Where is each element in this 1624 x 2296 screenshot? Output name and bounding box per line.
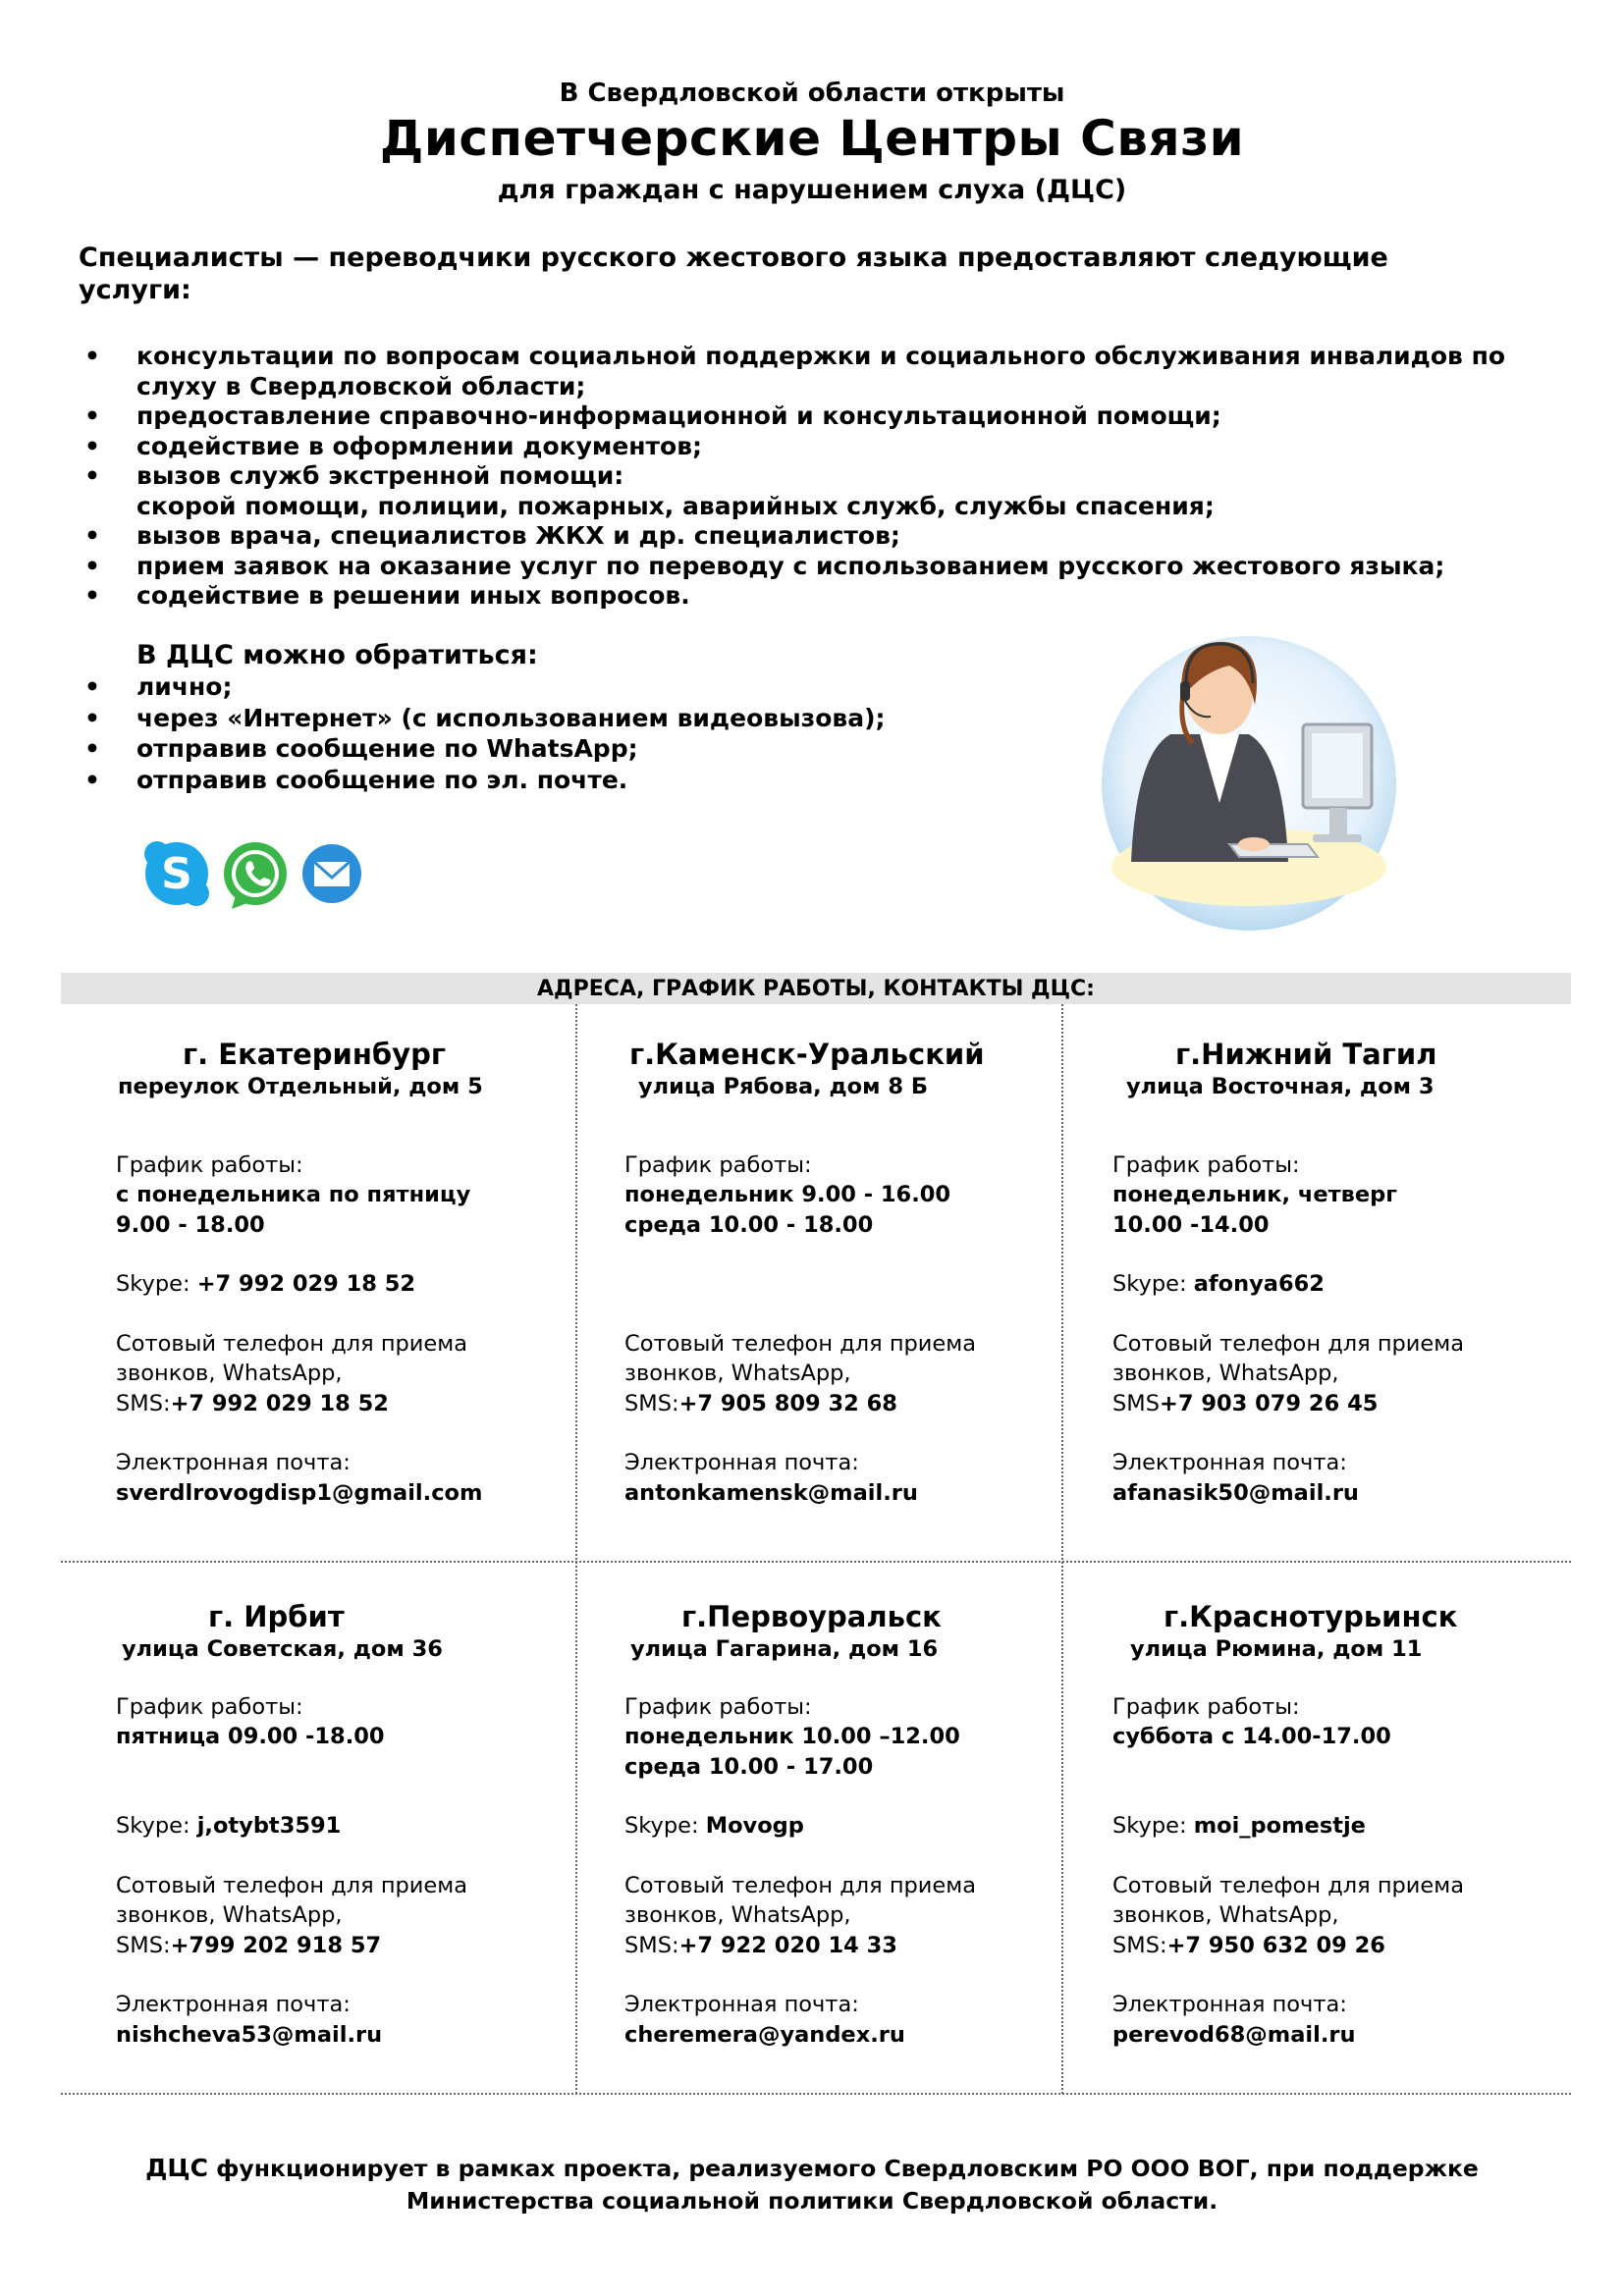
skype-id: afonya662 [1193,1271,1325,1297]
email-address[interactable]: nishcheva53@mail.ru [116,2021,383,2048]
addresses-title: АДРЕСА, ГРАФИК РАБОТЫ, КОНТАКТЫ ДЦС: [61,973,1571,1004]
city-address: улица Гагарина, дом 16 [630,1636,939,1662]
skype-icon [144,841,209,906]
whatsapp-icon [224,842,287,909]
schedule-line: среда 10.00 - 17.00 [624,1753,874,1780]
phone-number: +799 202 918 57 [170,1932,382,1958]
city-name: г. Ирбит [208,1600,345,1633]
footer-line: функционирует в рамках проекта, реализуемого Свердловским РО ООО ВОГ, при поддержке [207,2155,1479,2182]
city-card-irbit [116,1599,575,2050]
list-item: • консультации по вопросам социальной поддержки и социального обслуживания инвалидов по слуху в Свердловской области; [81,342,1573,401]
schedule-line: 9.00 - 18.00 [116,1211,265,1238]
phone-label: звонков, WhatsApp, [624,1902,851,1928]
city-card-ekaterinburg [116,1037,575,1508]
phone-label: Сотовый телефон для приема [116,1330,468,1357]
footer-line: Министерства социальной политики Свердловской области. [406,2187,1218,2215]
grid-divider [1061,1004,1063,2094]
svg-text:S: S [161,849,192,899]
phone-label: Сотовый телефон для приема [624,1872,977,1898]
mail-icon [302,844,361,903]
email-address[interactable]: cheremera@yandex.ru [624,2021,905,2048]
city-card-nizhny-tagil [1112,1037,1564,1508]
phone-label: звонков, WhatsApp, [116,1361,343,1386]
skype-label: Skype: [624,1813,706,1839]
phone-number: +7 950 632 09 26 [1166,1932,1385,1958]
footer-note [0,2152,1624,2217]
city-name: г.Краснотурьинск [1164,1600,1458,1633]
sms-label: SMS [1112,1390,1160,1416]
sms-label: SMS: [1112,1932,1167,1958]
phone-number: +7 905 809 32 68 [678,1390,897,1416]
phone-label: звонков, WhatsApp, [1112,1361,1339,1386]
sms-label: SMS: [116,1932,171,1958]
email-address[interactable]: afanasik50@mail.ru [1112,1479,1359,1506]
phone-label: Сотовый телефон для приема [116,1872,468,1898]
schedule-label: График работы: [1112,1151,1300,1178]
contact-heading: В ДЦС можно обратиться: [136,640,538,670]
city-name: г. Екатеринбург [183,1038,446,1071]
email-label: Электронная почта: [116,1450,351,1475]
footer-lead: ДЦС [145,2154,208,2182]
schedule-label: График работы: [624,1151,812,1178]
schedule-label: График работы: [116,1151,303,1178]
schedule-label: График работы: [116,1693,303,1720]
schedule-label: График работы: [624,1693,812,1720]
email-label: Электронная почта: [624,1992,859,2017]
skype-label: Skype: [116,1271,197,1297]
list-item: • прием заявок на оказание услуг по переводу с использованием русского жестового языка; [81,552,1573,582]
grid-divider [61,1561,1571,1563]
list-item-text: вызов служб экстренной помощи: [136,461,624,490]
intro-text: Специалисты — переводчики русского жестового языка предоставляют следующие услуги: [79,242,1388,305]
phone-number: +7 922 020 14 33 [678,1932,897,1958]
skype-label: Skype: [116,1813,197,1839]
city-name: г.Каменск-Уральский [629,1038,985,1071]
phone-number: +7 903 079 26 45 [1159,1390,1379,1416]
city-name: г.Нижний Тагил [1175,1038,1437,1071]
skype-id: moi_pomestje [1193,1813,1366,1839]
list-item [81,461,1573,521]
phone-label: звонков, WhatsApp, [624,1361,851,1386]
email-address[interactable]: antonkamensk@mail.ru [624,1479,918,1506]
city-address: улица Рябова, дом 8 Б [638,1074,929,1099]
skype-label: Skype: [1112,1813,1194,1839]
email-label: Электронная почта: [116,1992,351,2017]
email-address[interactable]: perevod68@mail.ru [1112,2021,1356,2048]
grid-divider [575,1004,577,2094]
phone-label: Сотовый телефон для приема [1112,1330,1465,1357]
schedule-line: понедельник 10.00 –12.00 [624,1724,960,1749]
list-item: • отправив сообщение по WhatsApp; [81,733,1062,765]
list-item: • через «Интернет» (с использованием видеовызова); [81,703,1062,734]
schedule-line: понедельник, четверг [1112,1182,1398,1207]
list-item: • вызов врача, специалистов ЖКХ и др. специалистов; [81,521,1573,552]
city-address: переулок Отдельный, дом 5 [118,1074,483,1099]
city-card-pervouralsk [624,1599,1056,2050]
schedule-line: понедельник 9.00 - 16.00 [624,1182,951,1207]
email-label: Электронная почта: [1112,1450,1347,1475]
email-address[interactable]: sverdlrovogdisp1@gmail.com [116,1479,483,1506]
phone-label: звонков, WhatsApp, [116,1902,343,1928]
page-title: Диспетчерские Центры Связи [379,110,1245,167]
sms-label: SMS: [116,1390,171,1416]
email-label: Электронная почта: [1112,1992,1347,2017]
operator-illustration [1062,616,1435,940]
list-item: • содействие в оформлении документов; [81,432,1573,462]
page-subtitle: для граждан с нарушением слуха (ДЦС) [497,175,1127,205]
city-address: улица Советская, дом 36 [122,1636,443,1662]
list-item-subtext: скорой помощи, полиции, пожарных, аварийных служб, службы спасения; [136,491,1215,520]
city-card-krasnoturinsk [1112,1599,1564,2050]
city-card-kamensk-uralsky [624,1037,1056,1508]
services-list [81,342,1573,612]
grid-divider [61,2093,1571,2095]
skype-id: +7 992 029 18 52 [196,1271,416,1297]
skype-id: Movogp [705,1813,804,1839]
schedule-line: 10.00 -14.00 [1112,1211,1270,1238]
schedule-label: График работы: [1112,1693,1300,1720]
list-item: • лично; [81,671,1062,703]
skype-id: j,otybt3591 [196,1813,342,1839]
schedule-line: среда 10.00 - 18.00 [624,1211,874,1238]
list-item: • отправив сообщение по эл. почте. [81,765,1062,796]
contact-icons [137,834,373,913]
email-label: Электронная почта: [624,1450,859,1475]
channels-list [81,671,1062,795]
phone-number: +7 992 029 18 52 [170,1390,389,1416]
list-item: • содействие в решении иных вопросов. [81,581,1573,612]
schedule-line: суббота с 14.00-17.00 [1112,1724,1391,1749]
city-name: г.Первоуральск [681,1600,942,1633]
sms-label: SMS: [624,1390,679,1416]
city-address: улица Рюмина, дом 11 [1130,1636,1423,1662]
city-address: улица Восточная, дом 3 [1126,1074,1435,1099]
header-pre-title: В Свердловской области открыты [559,79,1065,108]
phone-label: Сотовый телефон для приема [624,1330,977,1357]
phone-label: звонков, WhatsApp, [1112,1902,1339,1928]
schedule-line: с понедельника по пятницу [116,1182,471,1207]
phone-label: Сотовый телефон для приема [1112,1872,1465,1898]
sms-label: SMS: [624,1932,679,1958]
schedule-line: пятница 09.00 -18.00 [116,1724,385,1749]
skype-label: Skype: [1112,1271,1194,1297]
list-item: • предоставление справочно-информационной и консультационной помощи; [81,401,1573,432]
